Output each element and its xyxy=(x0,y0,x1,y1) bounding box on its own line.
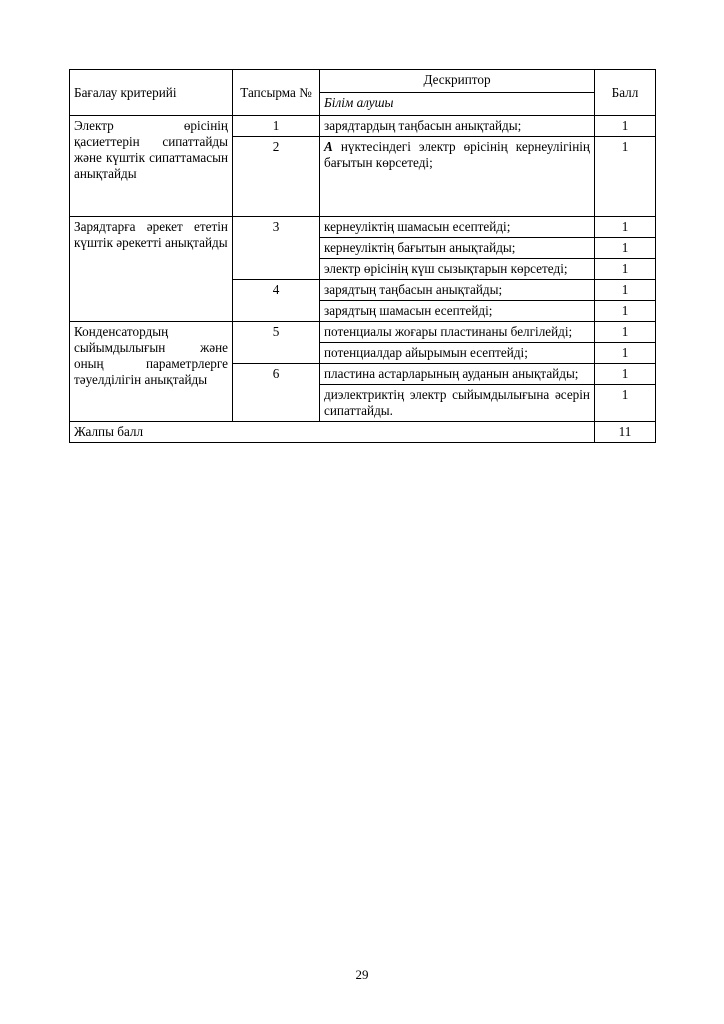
task-number-cell: 5 xyxy=(233,322,320,364)
score-cell: 1 xyxy=(595,322,656,343)
score-cell: 1 xyxy=(595,116,656,137)
descriptor-cell: кернеуліктің бағытын анықтайды; xyxy=(320,238,595,259)
descriptor-cell: зарядтардың таңбасын анықтайды; xyxy=(320,116,595,137)
criterion-cell: Конденсатордың сыйымдылығын және оның параметрлерге тәуелділігін анықтайды xyxy=(70,322,233,422)
score-cell: 1 xyxy=(595,301,656,322)
score-cell: 1 xyxy=(595,137,656,217)
descriptor-cell: электр өрісінің күш сызықтарын көрсетеді; xyxy=(320,259,595,280)
score-cell: 1 xyxy=(595,364,656,385)
score-header: Балл xyxy=(595,70,656,116)
descriptor-cell: зарядтың таңбасын анықтайды; xyxy=(320,280,595,301)
score-cell: 1 xyxy=(595,385,656,422)
descriptor-cell xyxy=(320,137,595,217)
total-score: 11 xyxy=(595,422,656,443)
descriptor-cell: зарядтың шамасын есептейді; xyxy=(320,301,595,322)
table-header-row xyxy=(70,70,656,93)
learner-subheader: Білім алушы xyxy=(320,93,595,116)
table-row xyxy=(70,116,656,137)
point-label: А xyxy=(324,139,333,154)
score-cell: 1 xyxy=(595,280,656,301)
table-row xyxy=(70,322,656,343)
descriptor-text: нүктесіндегі электр өрісінің кернеулігінің бағытын көрсетеді; xyxy=(324,139,590,170)
assessment-rubric-table xyxy=(69,69,656,443)
total-label: Жалпы балл xyxy=(70,422,595,443)
descriptor-cell: кернеуліктің шамасын есептейді; xyxy=(320,217,595,238)
total-row xyxy=(70,422,656,443)
task-number-header: Тапсырма № xyxy=(233,70,320,116)
criteria-header: Бағалау критерийі xyxy=(70,70,233,116)
task-number-cell: 2 xyxy=(233,137,320,217)
criterion-cell: Зарядтарға әрекет ететін күштік әрекетті анықтайды xyxy=(70,217,233,322)
descriptor-cell: потенциалдар айырымын есептейді; xyxy=(320,343,595,364)
score-cell: 1 xyxy=(595,217,656,238)
descriptor-header: Дескриптор xyxy=(320,70,595,93)
score-cell: 1 xyxy=(595,259,656,280)
descriptor-cell: потенциалы жоғары пластинаны белгілейді; xyxy=(320,322,595,343)
task-number-cell: 3 xyxy=(233,217,320,280)
criterion-cell: Электр өрісінің қасиеттерін сипаттайды және күштік сипаттамасын анықтайды xyxy=(70,116,233,217)
table-row xyxy=(70,217,656,238)
score-cell: 1 xyxy=(595,238,656,259)
task-number-cell: 4 xyxy=(233,280,320,322)
score-cell: 1 xyxy=(595,343,656,364)
task-number-cell: 6 xyxy=(233,364,320,422)
page-number: 29 xyxy=(355,967,369,982)
descriptor-cell: пластина астарларының ауданын анықтайды; xyxy=(320,364,595,385)
descriptor-cell: диэлектриктің электр сыйымдылығына әсерін сипаттайды. xyxy=(320,385,595,422)
task-number-cell: 1 xyxy=(233,116,320,137)
